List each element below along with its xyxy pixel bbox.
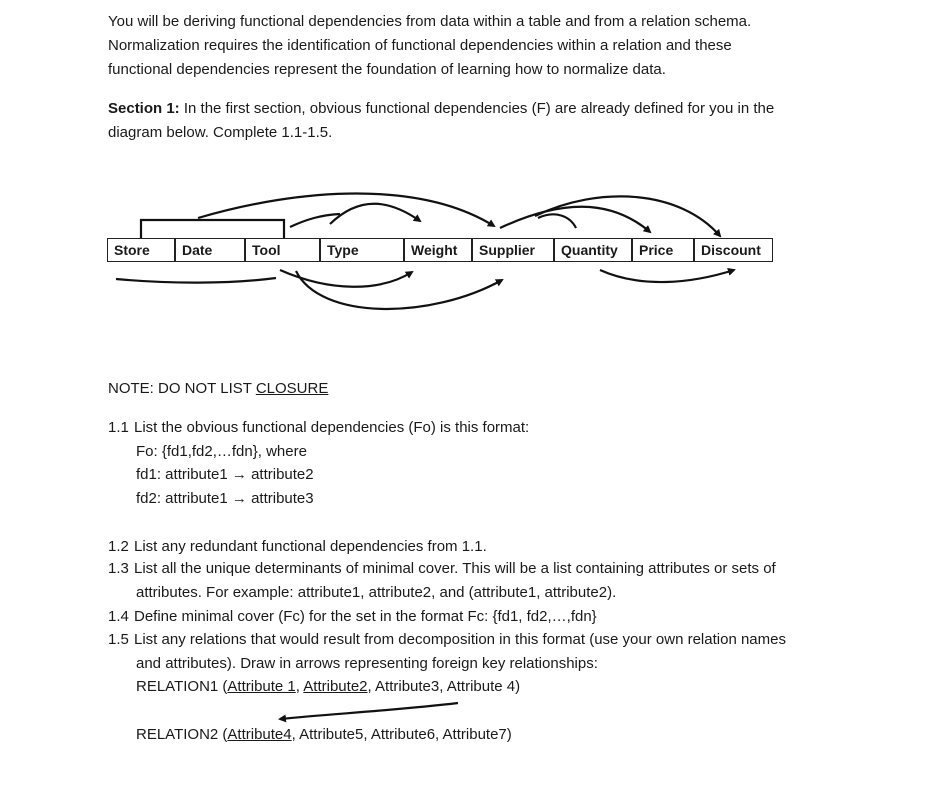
attr-supplier: Supplier [472, 238, 554, 262]
q11-line-fd2: fd2: attribute1 → attribute3 [136, 490, 314, 507]
q11-line-fd1: fd1: attribute1 → attribute2 [136, 466, 314, 483]
question-1-3 [108, 557, 776, 581]
q11-line-fo: Fo: {fd1,fd2,…fdn}, where [136, 443, 307, 460]
question-1-4 [108, 605, 597, 629]
q13-num: 1.3 [108, 560, 129, 577]
fd-arrow-store-to-tool-under [116, 278, 276, 283]
relation1 [136, 675, 520, 699]
note [108, 377, 328, 401]
q15-text: List any relations that would result from decomposition in this format (use your own relation names [134, 631, 786, 648]
fd-arrow-type-to-weight [330, 204, 420, 224]
section1-text-1: In the first section, obvious functional dependencies (F) are already defined for you in the [179, 100, 775, 117]
q11-text: List the obvious functional dependencies (Fo) is this format: [134, 419, 530, 436]
attr-store: Store [107, 238, 175, 262]
attr-tool: Tool [245, 238, 320, 262]
question-1-1 [108, 416, 529, 440]
attr-date: Date [175, 238, 245, 262]
q13-text-2: attributes. For example: attribute1, attribute2, and (attribute1, attribute2). [136, 584, 617, 601]
q14-num: 1.4 [108, 608, 129, 625]
relation2-name: RELATION2 ( [136, 726, 228, 743]
relation2-key: Attribute4 [227, 726, 292, 743]
relation2 [136, 723, 512, 747]
relation1-sep: , [295, 678, 304, 695]
relation1-key-2: Attribute2 [303, 678, 368, 695]
fd-arrow-store-tool-to-supplier [198, 194, 494, 227]
relation2-rest: , Attribute5, Attribute6, Attribute7) [291, 726, 512, 743]
q12-num: 1.2 [108, 538, 129, 555]
section1-text-2: diagram below. Complete 1.1-1.5. [108, 124, 333, 141]
q13-text: List all the unique determinants of minimal cover. This will be a list containing attributes or sets of [134, 560, 776, 577]
q11-num: 1.1 [108, 419, 129, 436]
foreign-key-arrow [280, 703, 458, 719]
relation1-rest: , Attribute3, Attribute 4) [367, 678, 521, 695]
fd-arrow-supplier-to-quantity [538, 214, 576, 228]
note-closure: CLOSURE [255, 380, 329, 397]
fd-arrow-price-to-discount [600, 270, 734, 282]
q15-text-2: and attributes). Draw in arrows representing foreign key relationships: [136, 655, 598, 672]
attr-weight: Weight [404, 238, 472, 262]
attr-quantity: Quantity [554, 238, 632, 262]
q12-text: List any redundant functional dependencies from 1.1. [134, 538, 487, 555]
question-1-2 [108, 535, 487, 559]
attr-price: Price [632, 238, 694, 262]
section1-label: Section 1: [108, 100, 180, 117]
note-prefix: NOTE: DO NOT LIST [108, 380, 256, 397]
relation1-name: RELATION1 ( [136, 678, 228, 695]
q14-text: Define minimal cover (Fc) for the set in the format Fc: {fd1, fd2,…,fdn} [134, 608, 597, 625]
intro-line-2: Normalization requires the identification of functional dependencies within a relation and these [108, 37, 732, 54]
question-1-5 [108, 628, 786, 652]
fd-arrow-tool-to-supplier [296, 271, 502, 309]
composite-key-bracket [141, 220, 284, 238]
attr-discount: Discount [694, 238, 773, 262]
intro-line-1: You will be deriving functional dependencies from data within a table and from a relation schema. [108, 13, 752, 30]
intro-line-3: functional dependencies represent the foundation of learning how to normalize data. [108, 61, 666, 78]
q15-num: 1.5 [108, 631, 129, 648]
attr-type: Type [320, 238, 404, 262]
relation1-key-1: Attribute 1 [227, 678, 296, 695]
